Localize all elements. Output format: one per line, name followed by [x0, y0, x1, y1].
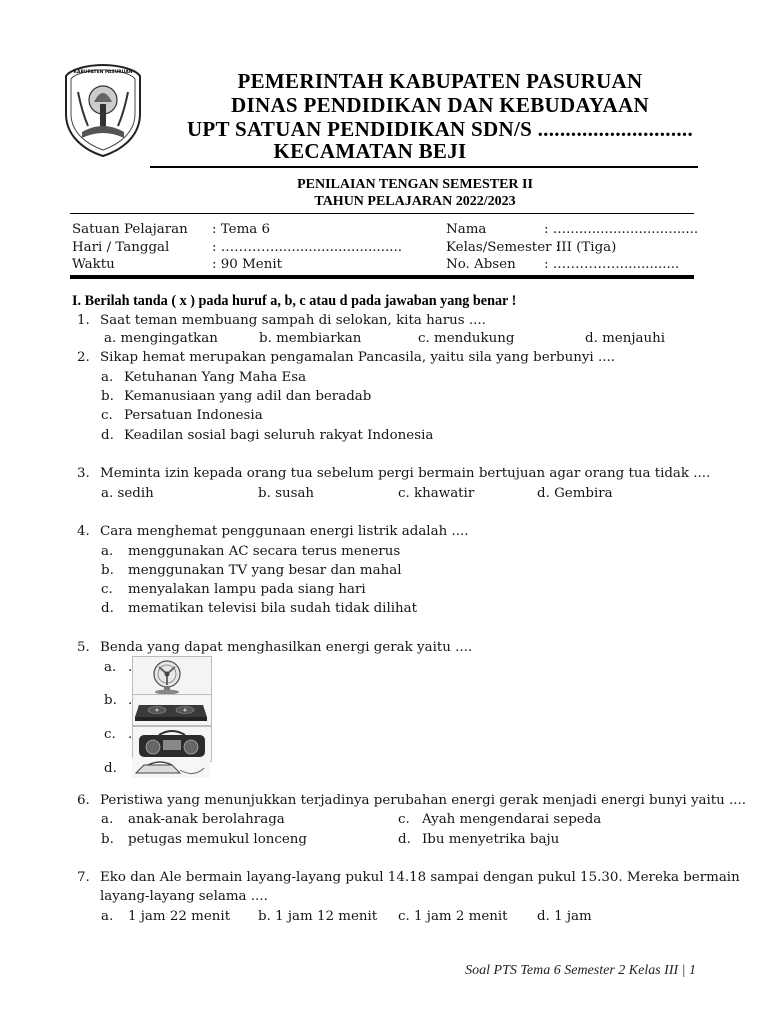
- section-instruction: I. Berilah tanda ( x ) pada huruf a, b, c atau d pada jawaban yang benar !: [72, 293, 517, 309]
- logo-text: KABUPATEN PASURUAN: [73, 70, 133, 75]
- time-value: : 90 Menit: [212, 257, 282, 272]
- q2-option-b-letter: b.: [101, 389, 114, 404]
- q7-option-d: d. 1 jam: [537, 909, 592, 924]
- q1-option-a: a. mengingatkan: [104, 331, 218, 346]
- page-footer: Soal PTS Tema 6 Semester 2 Kelas III | 1: [465, 963, 696, 978]
- q2-option-d-letter: d.: [101, 428, 114, 443]
- q6-option-b-letter: b.: [101, 832, 114, 847]
- q5-option-b-dot: .: [128, 693, 133, 708]
- subject-value: : Tema 6: [212, 222, 271, 237]
- q4-option-c: menyalakan lampu pada siang hari: [128, 582, 366, 597]
- q4-number: 4.: [77, 524, 90, 539]
- q5-option-a-letter: a.: [104, 660, 117, 675]
- q1-option-b: b. membiarkan: [259, 331, 362, 346]
- q6-option-b: petugas memukul lonceng: [128, 832, 307, 847]
- q1-option-d: d. menjauhi: [585, 331, 665, 346]
- q5-option-c-dot: .: [128, 727, 133, 742]
- q2-option-a: Ketuhanan Yang Maha Esa: [124, 370, 307, 385]
- q4-option-b-letter: b.: [101, 563, 114, 578]
- exam-title: PENILAIAN TENGAN SEMESTER II: [297, 177, 533, 192]
- radio-image: [132, 726, 212, 762]
- q2-option-a-letter: a.: [101, 370, 114, 385]
- q6-number: 6.: [77, 793, 90, 808]
- q7-option-c: c. 1 jam 2 menit: [398, 909, 508, 924]
- name-label: Nama: [446, 222, 487, 237]
- info-bottom-rule: [70, 275, 694, 279]
- q4-text: Cara menghemat penggunaan energi listrik adalah ....: [100, 524, 469, 539]
- name-value: : …...............................: [544, 222, 699, 237]
- q6-option-a-letter: a.: [101, 812, 114, 827]
- class-label: Kelas/Semester :: [446, 240, 561, 255]
- q2-option-c-letter: c.: [101, 408, 113, 423]
- q3-option-c: c. khawatir: [398, 486, 475, 501]
- q4-option-a: menggunakan AC secara terus menerus: [128, 544, 401, 559]
- header-line-2: DINAS PENDIDIKAN DAN KEBUDAYAAN: [231, 93, 649, 117]
- stove-image: [132, 694, 212, 726]
- q3-option-d: d. Gembira: [537, 486, 613, 501]
- q7-option-a: 1 jam 22 menit: [128, 909, 231, 924]
- header-line-3: UPT SATUAN PENDIDIKAN SDN/S ............................: [186, 117, 694, 141]
- q7-text: Eko dan Ale bermain layang-layang pukul 14.18 sampai dengan pukul 15.30. Mereka bermain: [100, 870, 740, 885]
- q1-option-c: c. mendukung: [418, 331, 515, 346]
- q6-text: Peristiwa yang menunjukkan terjadinya perubahan energi gerak menjadi energi bunyi yaitu ....: [100, 793, 747, 808]
- q5-option-d-letter: d.: [104, 761, 117, 776]
- header-line-1: PEMERINTAH KABUPATEN PASURUAN: [237, 69, 643, 93]
- q5-option-c-letter: c.: [104, 727, 116, 742]
- q4-option-d-letter: d.: [101, 601, 114, 616]
- q1-number: 1.: [77, 313, 90, 328]
- q5-number: 5.: [77, 640, 90, 655]
- q5-option-b-letter: b.: [104, 693, 117, 708]
- class-value: III (Tiga): [556, 240, 617, 255]
- q1-text: Saat teman membuang sampah di selokan, kita harus ....: [100, 313, 486, 328]
- q2-text: Sikap hemat merupakan pengamalan Pancasila, yaitu sila yang berbunyi ....: [100, 350, 615, 365]
- time-label: Waktu: [72, 257, 115, 272]
- header-line-4: KECAMATAN BEJI: [273, 139, 467, 163]
- q2-option-c: Persatuan Indonesia: [124, 408, 263, 423]
- q3-option-b: b. susah: [258, 486, 315, 501]
- q4-option-a-letter: a.: [101, 544, 114, 559]
- q6-option-a: anak-anak berolahraga: [128, 812, 285, 827]
- q7-number: 7.: [77, 870, 90, 885]
- q4-option-d: mematikan televisi bila sudah tidak dilihat: [128, 601, 418, 616]
- subject-label: Satuan Pelajaran: [72, 222, 188, 237]
- q2-option-b: Kemanusiaan yang adil dan beradab: [124, 389, 372, 404]
- q3-number: 3.: [77, 466, 90, 481]
- q6-option-d-letter: d.: [398, 832, 411, 847]
- q3-option-a: a. sedih: [101, 486, 154, 501]
- q7-option-a-letter: a.: [101, 909, 114, 924]
- q6-option-c: Ayah mengendarai sepeda: [422, 812, 602, 827]
- q4-option-c-letter: c.: [101, 582, 113, 597]
- absen-value: : ……………..............: [544, 257, 680, 272]
- q5-option-a-dot: .: [128, 660, 133, 675]
- q7-option-b: b. 1 jam 12 menit: [258, 909, 378, 924]
- q6-option-c-letter: c.: [398, 812, 410, 827]
- q6-option-d: Ibu menyetrika baju: [422, 832, 560, 847]
- q2-number: 2.: [77, 350, 90, 365]
- day-value: : …………..............................: [212, 240, 403, 255]
- info-top-rule: [70, 213, 694, 214]
- iron-image: [132, 758, 210, 778]
- q5-text: Benda yang dapat menghasilkan energi gerak yaitu ....: [100, 640, 473, 655]
- q3-text: Meminta izin kepada orang tua sebelum pergi bermain bertujuan agar orang tua tidak ....: [100, 466, 711, 481]
- header-divider: [150, 166, 698, 168]
- q7-text-continued: layang-layang selama ....: [100, 889, 268, 904]
- fan-image: [132, 656, 212, 696]
- q2-option-d: Keadilan sosial bagi seluruh rakyat Indonesia: [124, 428, 434, 443]
- exam-year: TAHUN PELAJARAN 2022/2023: [314, 194, 516, 209]
- absen-label: No. Absen: [446, 257, 516, 272]
- day-label: Hari / Tanggal: [72, 240, 170, 255]
- q4-option-b: menggunakan TV yang besar dan mahal: [128, 563, 402, 578]
